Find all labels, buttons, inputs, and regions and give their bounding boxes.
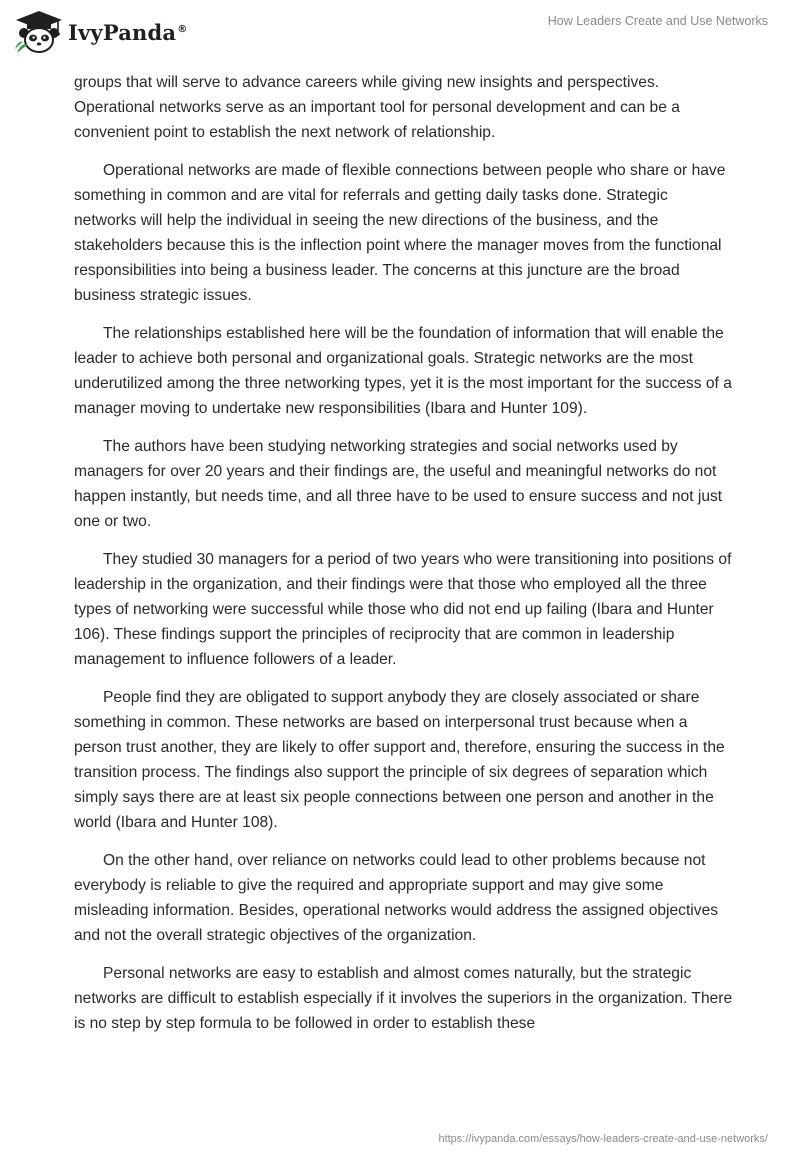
paragraph-4: The authors have been studying networking strategies and social networks used by managers for over 20 years and their findings are, the useful and meaningful networks do not happen instantly, but needs time, and all three have to be used to ensure success and not just one or two. [74, 438, 723, 530]
paragraph-6: People find they are obligated to support anybody they are closely associated or share something in common. These networks are based on interpersonal trust because when a person trust another, they are likely to offer support and, therefore, ensuring the success in the transition process. The findings also support the principle of six degrees of separation which simply says there are at least six people connections between one person and another in the world (Ibara and Hunter 108). [74, 689, 725, 831]
paragraph-1: groups that will serve to advance careers while giving new insights and perspectives. Operational networks serve as an important tool for personal development and can be a convenient point to establish the next network of relationship. [74, 74, 680, 141]
panda-graduate-icon [14, 9, 64, 55]
registered-mark: ® [177, 23, 188, 35]
paragraph-5: They studied 30 managers for a period of two years who were transitioning into positions of leadership in the organization, and their findings were that those who employed all the three types of networking were successful while those who did not end up failing (Ibara and Hunter 106). These findings support the principles of reciprocity that are common in leadership management to influence followers of a leader. [74, 551, 732, 668]
paragraph-8: Personal networks are easy to establish and almost comes naturally, but the strategic networks are difficult to establish especially if it involves the superiors in the organization. There is no step by step formula to be followed in order to establish these [74, 965, 733, 1032]
source-url[interactable]: https://ivypanda.com/essays/how-leaders-create-and-use-networks/ [438, 1133, 768, 1145]
paragraph-7: On the other hand, over reliance on networks could lead to other problems because not everybody is reliable to give the required and appropriate support and may give some misleading information. Besides, operational networks would address the assigned objectives and not the overall strategic objectives of the organization. [74, 852, 719, 944]
document-title: How Leaders Create and Use Networks [547, 14, 768, 28]
ivypanda-logo[interactable] [14, 8, 187, 56]
paragraph-2: Operational networks are made of flexible connections between people who share or have something in common and are vital for referrals and getting daily tasks done. Strategic networks will help the individual in seeing the new directions of the business, and the stakeholders because this is the inflection point where the manager moves from the functional responsibilities into being a business leader. The concerns at this juncture are the broad business strategic issues. [74, 162, 726, 304]
essay-body [74, 70, 734, 1049]
page-header [0, 0, 800, 64]
paragraph-3: The relationships established here will be the foundation of information that will enable the leader to achieve both personal and organizational goals. Strategic networks are the most underutilized among the three networking types, yet it is the most important for the success of a manager moving to undertake new responsibilities (Ibara and Hunter 109). [74, 325, 732, 417]
brand-name: IvyPanda® [68, 19, 188, 45]
